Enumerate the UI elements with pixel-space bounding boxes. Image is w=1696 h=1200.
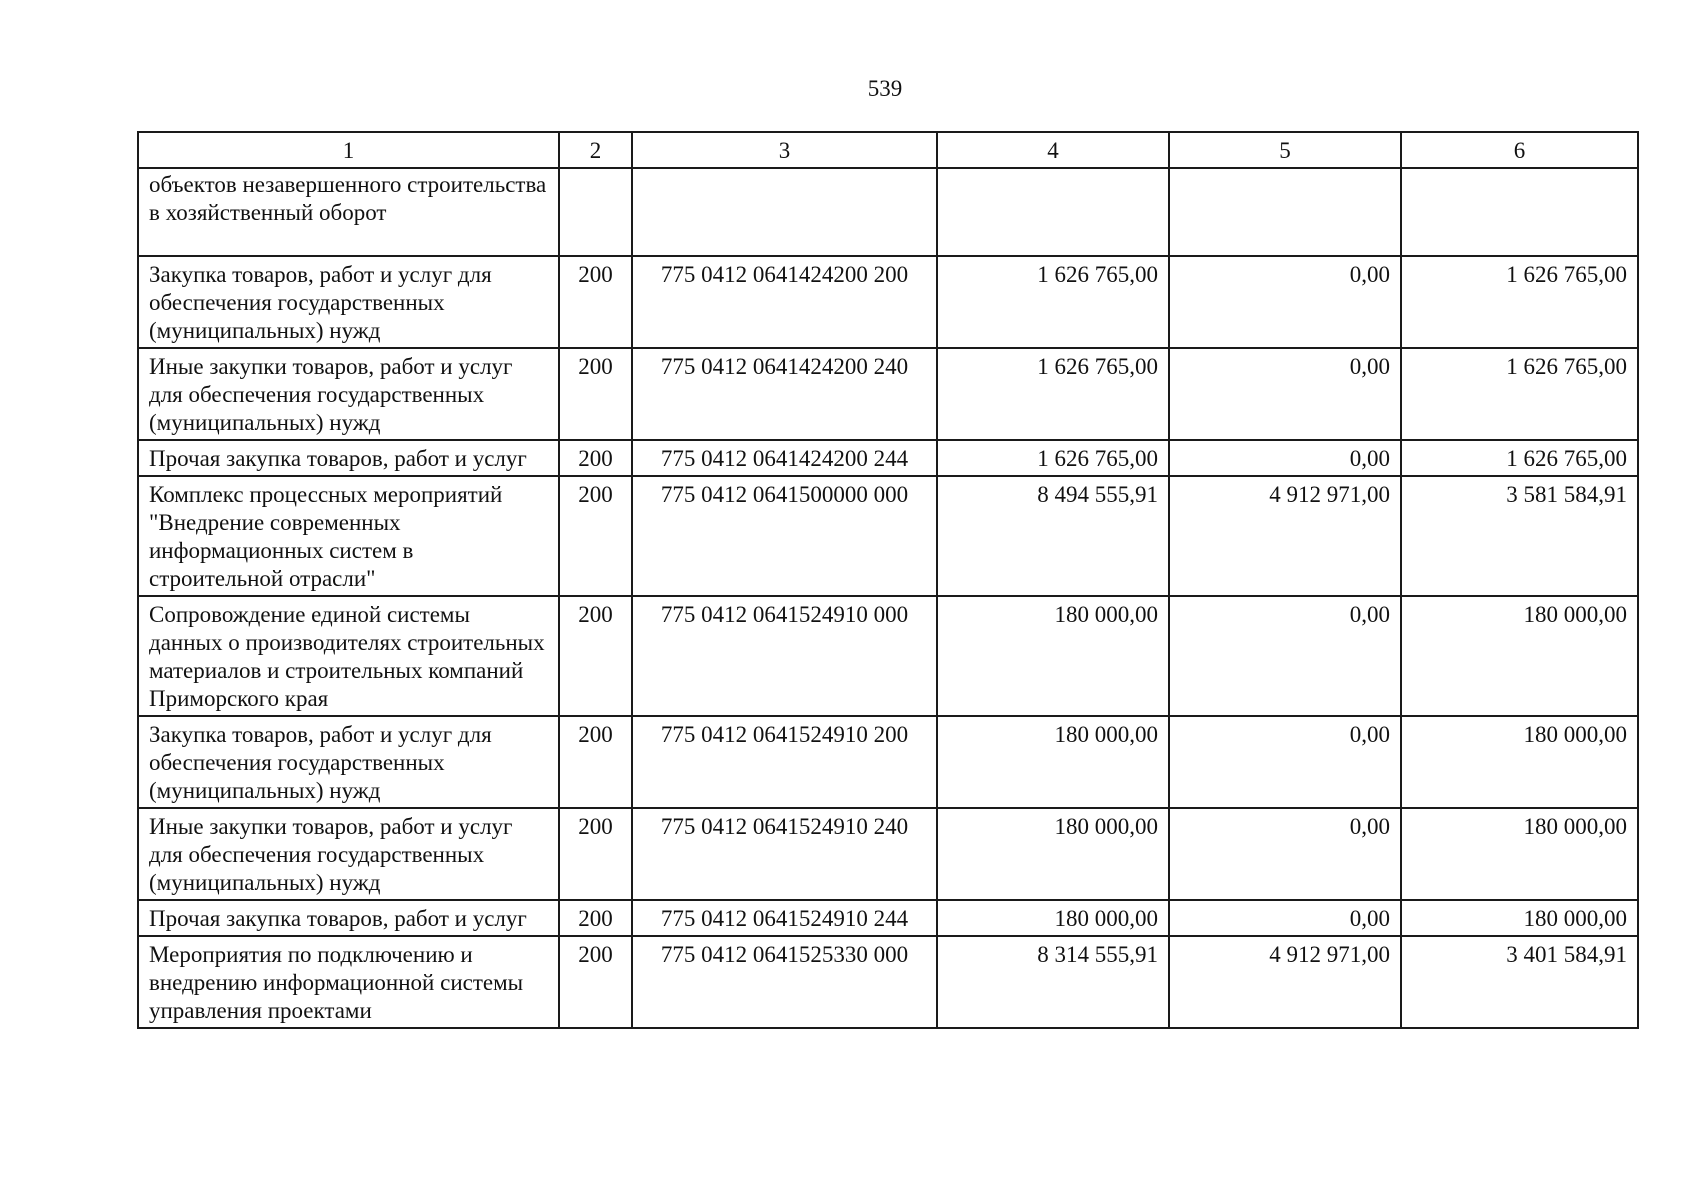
page-number: 539 [867,76,903,101]
code-cell [559,168,632,256]
item-name-cell: Прочая закупка товаров, работ и услуг [138,440,559,476]
amount-cell-6: 180 000,00 [1401,900,1638,936]
column-header-3: 3 [632,132,937,168]
amount-cell-5: 0,00 [1169,256,1401,348]
classification-code-cell: 775 0412 0641424200 244 [632,440,937,476]
column-header-6: 6 [1401,132,1638,168]
amount-cell-6: 180 000,00 [1401,716,1638,808]
table-row [138,936,1638,1028]
code-cell: 200 [559,256,632,348]
table-row [138,256,1638,348]
table-row [138,596,1638,716]
table-row [138,808,1638,900]
classification-code-cell [632,168,937,256]
code-cell: 200 [559,808,632,900]
amount-cell-5: 0,00 [1169,596,1401,716]
table-row [138,900,1638,936]
code-cell: 200 [559,596,632,716]
code-cell: 200 [559,348,632,440]
classification-code-cell: 775 0412 0641524910 244 [632,900,937,936]
item-name-cell: Прочая закупка товаров, работ и услуг [138,900,559,936]
amount-cell-5: 0,00 [1169,900,1401,936]
amount-cell-6: 1 626 765,00 [1401,256,1638,348]
classification-code-cell: 775 0412 0641524910 200 [632,716,937,808]
code-cell: 200 [559,440,632,476]
amount-cell-5: 4 912 971,00 [1169,476,1401,596]
amount-cell-4: 180 000,00 [937,716,1169,808]
table-row [138,716,1638,808]
item-name-cell: Иные закупки товаров, работ и услуг для обеспечения государственных (муниципальных) нужд [138,808,559,900]
amount-cell-6: 1 626 765,00 [1401,440,1638,476]
amount-cell-5: 4 912 971,00 [1169,936,1401,1028]
classification-code-cell: 775 0412 0641500000 000 [632,476,937,596]
item-name-cell: Закупка товаров, работ и услуг для обеспечения государственных (муниципальных) нужд [138,256,559,348]
amount-cell-4: 180 000,00 [937,900,1169,936]
amount-cell-6: 3 581 584,91 [1401,476,1638,596]
item-name-cell: объектов незавершенного строительства в хозяйственный оборот [138,168,559,256]
column-header-4: 4 [937,132,1169,168]
table-row [138,348,1638,440]
amount-cell-4: 1 626 765,00 [937,256,1169,348]
amount-cell-4: 180 000,00 [937,596,1169,716]
code-cell: 200 [559,936,632,1028]
amount-cell-6: 1 626 765,00 [1401,348,1638,440]
budget-table [137,131,1639,1029]
amount-cell-5: 0,00 [1169,808,1401,900]
item-name-cell: Сопровождение единой системы данных о производителях строительных материалов и строительных компаний Приморского края [138,596,559,716]
amount-cell-4: 180 000,00 [937,808,1169,900]
amount-cell-4: 1 626 765,00 [937,348,1169,440]
code-cell: 200 [559,476,632,596]
amount-cell-5: 0,00 [1169,348,1401,440]
table-row [138,168,1638,256]
item-name-cell: Закупка товаров, работ и услуг для обеспечения государственных (муниципальных) нужд [138,716,559,808]
column-header-1: 1 [138,132,559,168]
classification-code-cell: 775 0412 0641524910 240 [632,808,937,900]
classification-code-cell: 775 0412 0641525330 000 [632,936,937,1028]
item-name-cell: Комплекс процессных мероприятий "Внедрение современных информационных систем в строительной отрасли" [138,476,559,596]
code-cell: 200 [559,716,632,808]
table-row [138,476,1638,596]
classification-code-cell: 775 0412 0641424200 240 [632,348,937,440]
amount-cell-6: 3 401 584,91 [1401,936,1638,1028]
amount-cell-4: 8 494 555,91 [937,476,1169,596]
amount-cell-6: 180 000,00 [1401,596,1638,716]
classification-code-cell: 775 0412 0641524910 000 [632,596,937,716]
item-name-cell: Мероприятия по подключению и внедрению информационной системы управления проектами [138,936,559,1028]
amount-cell-5 [1169,168,1401,256]
column-header-5: 5 [1169,132,1401,168]
amount-cell-4: 8 314 555,91 [937,936,1169,1028]
amount-cell-4: 1 626 765,00 [937,440,1169,476]
amount-cell-5: 0,00 [1169,716,1401,808]
table-row [138,440,1638,476]
amount-cell-5: 0,00 [1169,440,1401,476]
code-cell: 200 [559,900,632,936]
amount-cell-4 [937,168,1169,256]
amount-cell-6: 180 000,00 [1401,808,1638,900]
amount-cell-6 [1401,168,1638,256]
column-header-2: 2 [559,132,632,168]
header-row [138,132,1638,168]
classification-code-cell: 775 0412 0641424200 200 [632,256,937,348]
item-name-cell: Иные закупки товаров, работ и услуг для обеспечения государственных (муниципальных) нужд [138,348,559,440]
